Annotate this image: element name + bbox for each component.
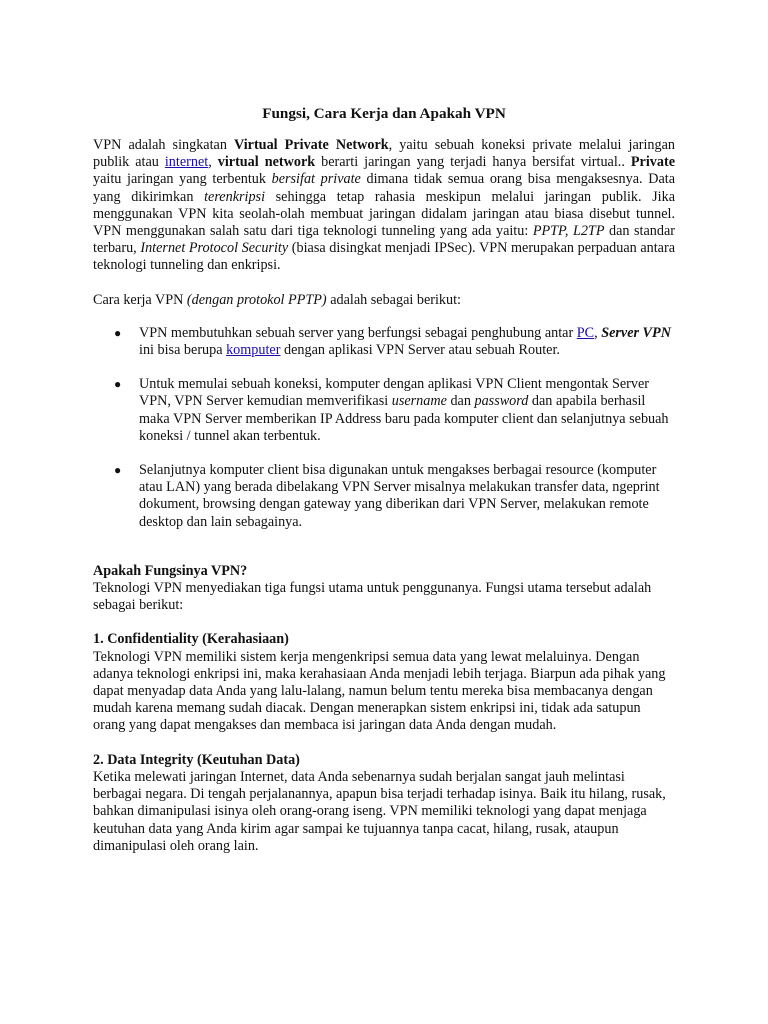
list-item [93,325,675,359]
intro-paragraph [93,137,675,275]
list-item-text: , [594,324,602,341]
intro-text: , [208,154,218,171]
intro-italic-text: terenkripsi [204,188,266,205]
list-item-text: Untuk memulai sebuah koneksi, komputer dengan aplikasi VPN Client mengontak Server VPN, VPN Server kemudian memverifikasi [139,376,650,410]
intro-text: (biasa disingkat menjadi IPSec). VPN merupakan perpaduan antara teknologi tunneling dan enkripsi. [93,240,675,274]
list-item [93,376,675,445]
intro-text: VPN adalah singkatan [93,137,234,153]
intro-bold-private: Private [630,154,675,171]
cara-italic-text: (dengan protokol PPTP) [186,291,327,308]
list-item-text: dan apabila berhasil maka VPN Server memberikan IP Address baru pada komputer client dan selanjutnya sebuah koneksi / tunnel akan terbentuk. [139,393,669,444]
list-item-text: dan [446,393,475,410]
cara-text: adalah sebagai berikut: [326,291,461,308]
server-vpn-term: Server VPN [601,324,671,341]
data-integrity-text: Ketika melewati jaringan Internet, data Anda sebenarnya sudah berjalan sangat jauh melintasi berbagai negara. Di tengah perjalanannya, apapun bisa terjadi terhadap isinya. Baik itu hilang, rusak, bahkan dimanipulasi isinya oleh orang-orang iseng. VPN memiliki teknologi yang dapat menjaga keutuhan data yang Anda kirim agar sampai ke tujuannya tanpa cacat, hilang, rusak, ataupun dimanipulasi oleh orang lain. [93,768,666,854]
komputer-link[interactable]: komputer [226,342,281,359]
bullet-icon: ● [114,463,122,478]
username-term: username [391,393,447,410]
fungsi-heading: Apakah Fungsinya VPN? [93,562,248,579]
intro-italic-protocols: PPTP, L2TP [532,223,605,240]
cara-text: Cara kerja VPN [93,291,187,308]
password-term: password [474,393,529,410]
fungsi-text: Teknologi VPN menyediakan tiga fungsi utama untuk penggunanya. Fungsi utama tersebut adalah sebagai berikut: [93,580,652,614]
list-item-text: ini bisa berupa [139,342,227,359]
intro-italic-ipsec: Internet Protocol Security [140,240,289,257]
fungsi-section [93,563,675,615]
bullet-icon: ● [114,325,122,340]
intro-text: berarti jaringan yang terjadi hanya bersifat virtual.. [315,154,631,171]
cara-kerja-paragraph [93,292,675,309]
internet-link[interactable]: internet [164,154,209,171]
intro-text: sehingga tetap rahasia meskipun melalui jaringan publik. Jika menggunakan VPN kita seolah-olah membuat jaringan didalam jaringan atau biasa disebut tunnel. VPN menggunakan salah satu dari tiga teknologi tunneling yang ada yaitu: [93,188,675,240]
list-item-text: Selanjutnya komputer client bisa digunakan untuk mengakses berbagai resource (komputer atau LAN) yang berada dibelakang VPN Server misalnya melakukan transfer data, ngeprint dokument, browsing dengan gateway yang diberikan dari VPN Server, melakukan remote desktop dan lain sebagainya. [139,462,660,530]
list-item-text: dengan aplikasi VPN Server atau sebuah Router. [280,342,560,359]
data-integrity-section [93,752,675,855]
intro-text: dan standar terbaru, [93,223,675,257]
list-item-text: VPN membutuhkan sebuah server yang berfungsi sebagai penghubung antar [139,324,577,341]
data-integrity-heading: 2. Data Integrity (Keutuhan Data) [93,751,300,768]
intro-text: yaitu jaringan yang terbentuk [93,171,272,188]
document-body [93,104,675,855]
list-item [93,462,675,531]
intro-bold-virtual-network: virtual network [217,154,316,171]
document-title: Fungsi, Cara Kerja dan Apakah VPN [262,105,506,122]
intro-text: dimana tidak semua orang bisa mengaksesnya. Data yang dikirimkan [93,171,675,205]
bullet-icon: ● [114,377,122,392]
confidentiality-section [93,631,675,734]
pc-link[interactable]: PC [576,324,595,341]
confidentiality-heading: 1. Confidentiality (Kerahasiaan) [93,631,289,648]
intro-text: , yaitu sebuah koneksi private melalui jaringan publik atau [93,137,675,171]
intro-italic-text: bersifat private [271,171,361,188]
intro-bold-vpn-term: Virtual Private Network [234,137,389,153]
cara-kerja-list [93,325,675,531]
confidentiality-text: Teknologi VPN memiliki sistem kerja mengenkripsi semua data yang lewat melaluinya. Dengan adanya teknologi enkripsi ini, maka kerahasiaan Anda menjadi lebih terjaga. Biarpun ada pihak yang dapat menyadap data Anda yang lalu-lalang, namun belum tentu mereka bisa membacanya dengan mudah karena memang sudah diacak. Dengan menerapkan sistem enkripsi ini, tidak ada satupun orang yang dapat mengakses dan membaca isi jaringan data Anda dengan mudah. [93,648,666,734]
